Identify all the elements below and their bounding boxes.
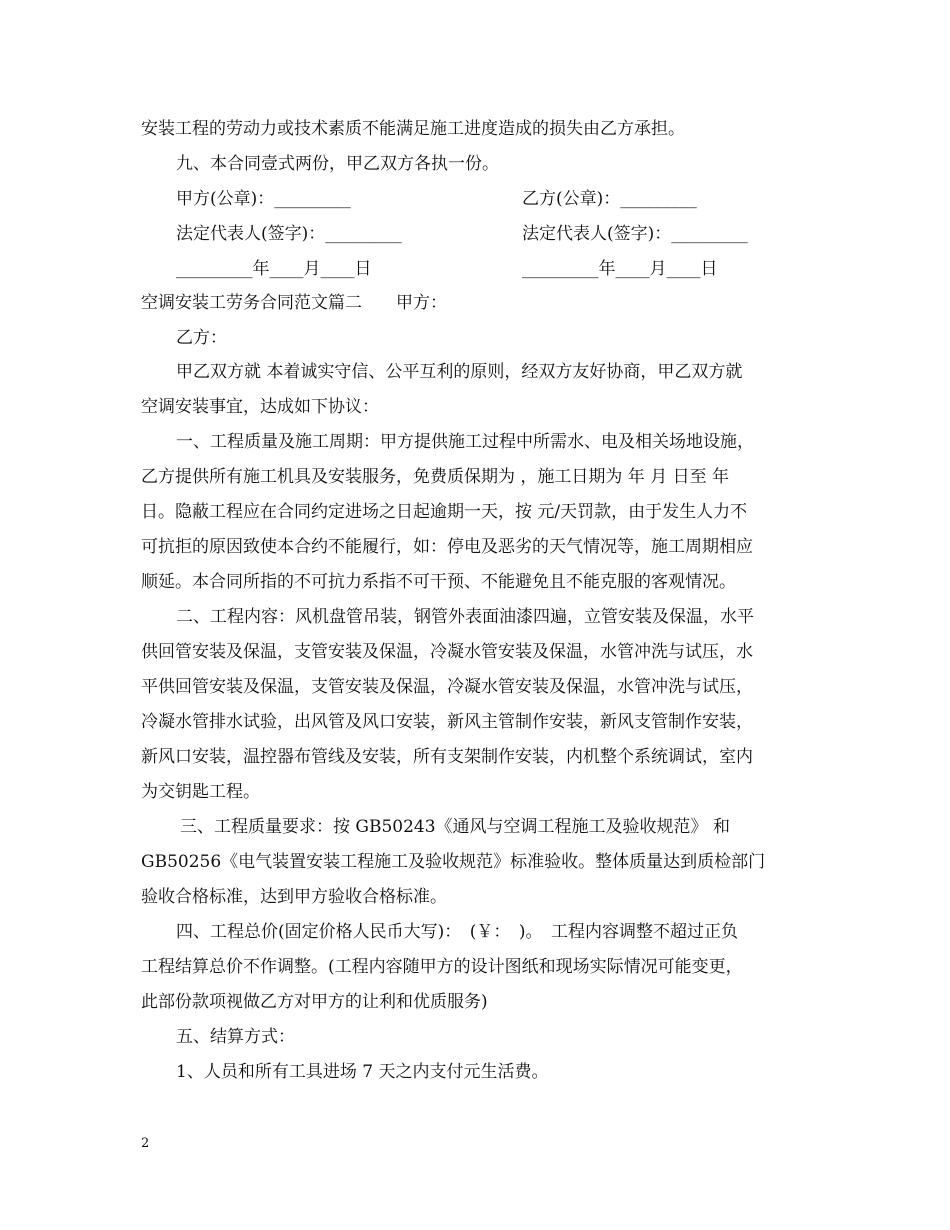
payment-item-1: 1、人员和所有工具进场 7 天之内支付元生活费。 bbox=[176, 1062, 549, 1082]
paragraph-line: 新风口安装，温控器布管线及安装，所有支架制作安装，内机整个系统调试，室内 bbox=[141, 747, 753, 767]
party-a-representative-field: 法定代表人(签字)：_________ bbox=[176, 224, 402, 244]
paragraph-line: 冷凝水管排水试验，出风管及风口安装，新风主管制作安装，新风支管制作安装， bbox=[141, 712, 753, 732]
paragraph-line: 顺延。本合同所指的不可抗力系指不可干预、不能避免且不能克服的客观情况。 bbox=[141, 572, 736, 592]
paragraph-line: 空调安装事宜，达成如下协议： bbox=[141, 397, 379, 417]
clause-1: 一、工程质量及施工周期：甲方提供施工过程中所需水、电及相关场地设施， bbox=[176, 432, 754, 452]
paragraph-line: 乙方提供所有施工机具及安装服务，免费质保期为 ，施工日期为 年 月 日至 年 bbox=[141, 467, 730, 487]
paragraph-line: 日。隐蔽工程应在合同约定进场之日起逾期一天，按 元/天罚款，由于发生人力不 bbox=[141, 502, 748, 522]
paragraph-line: 验收合格标准，达到甲方验收合格标准。 bbox=[141, 887, 447, 907]
paragraph-line: 平供回管安装及保温，支管安装及保温，冷凝水管安装及保温，水管冲洗与试压， bbox=[141, 677, 753, 697]
party-a-seal-field: 甲方(公章)：_________ bbox=[176, 189, 351, 209]
paragraph-line: 工程结算总价不作调整。(工程内容随甲方的设计图纸和现场实际情况可能变更， bbox=[141, 957, 743, 977]
section-title: 空调安装工劳务合同范文篇二 甲方： bbox=[141, 293, 447, 313]
paragraph-line: 甲乙双方就 本着诚实守信、公平互利的原则，经双方友好协商，甲乙双方就 bbox=[176, 362, 743, 382]
party-b-representative-field: 法定代表人(签字)：_________ bbox=[522, 224, 748, 244]
clause-9: 九、本合同壹式两份，甲乙双方各执一份。 bbox=[176, 154, 499, 174]
paragraph-line: 安装工程的劳动力或技术素质不能满足施工进度造成的损失由乙方承担。 bbox=[141, 119, 685, 139]
page-number: 2 bbox=[141, 1136, 150, 1151]
paragraph-line: 供回管安装及保温，支管安装及保温，冷凝水管安装及保温，水管冲洗与试压，水 bbox=[141, 642, 753, 662]
clause-3: 三、工程质量要求：按 GB50243《通风与空调工程施工及验收规范》 和 bbox=[180, 817, 730, 837]
party-b-seal-field: 乙方(公章)：_________ bbox=[522, 189, 697, 209]
party-b-date-field: _________年____月____日 bbox=[522, 259, 718, 279]
party-b-label: 乙方： bbox=[176, 328, 227, 348]
paragraph-line: 此部份款项视做乙方对甲方的让利和优质服务) bbox=[141, 992, 488, 1012]
paragraph-line: 为交钥匙工程。 bbox=[141, 782, 260, 802]
clause-2: 二、工程内容：风机盘管吊装，钢管外表面油漆四遍，立管安装及保温，水平 bbox=[176, 607, 754, 627]
party-a-date-field: _________年____月____日 bbox=[176, 259, 372, 279]
paragraph-line: GB50256《电气装置安装工程施工及验收规范》标准验收。整体质量达到质检部门 bbox=[141, 852, 766, 872]
clause-5: 五、结算方式： bbox=[176, 1027, 295, 1047]
paragraph-line: 可抗拒的原因致使本合约不能履行，如：停电及恶劣的天气情况等，施工周期相应 bbox=[141, 537, 753, 557]
clause-4: 四、工程总价(固定价格人民币大写)： (￥： )。 工程内容调整不超过正负 bbox=[176, 922, 739, 942]
